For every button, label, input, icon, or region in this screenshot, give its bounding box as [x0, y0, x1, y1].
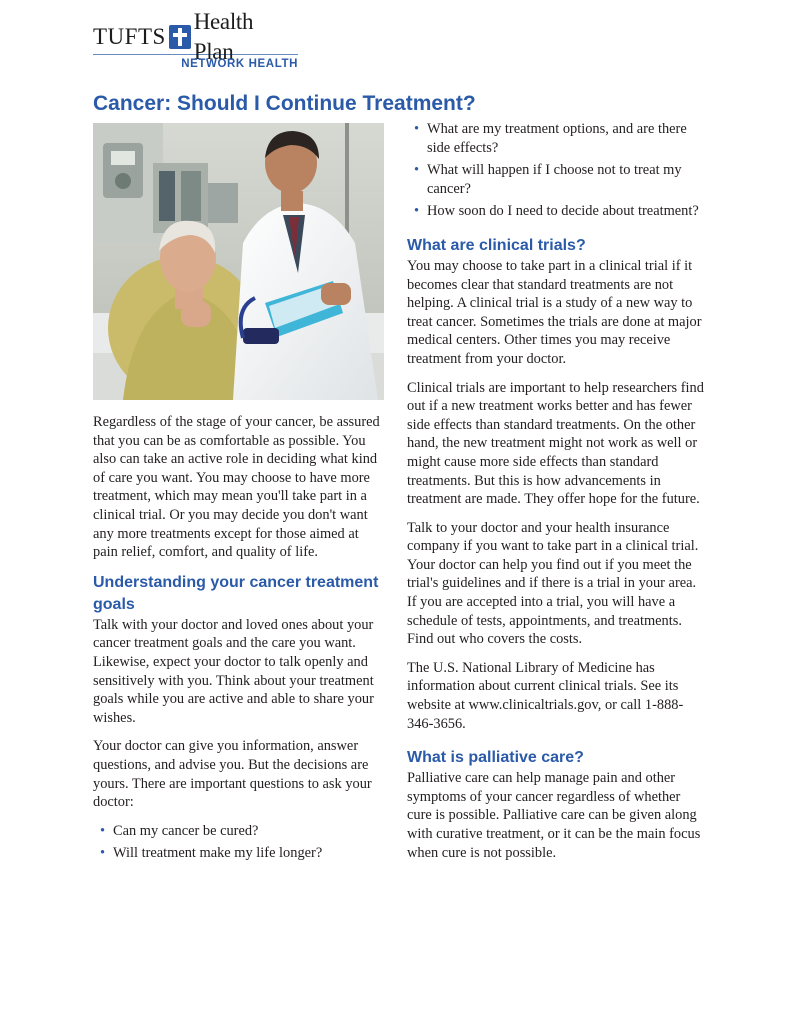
logo-brand-right: Health Plan — [193, 9, 254, 64]
trials-paragraph-1: You may choose to take part in a clinical trial if it becomes clear that standard treatments are not helping. A clinical trial is a study of a new way to treat cancer. Sometimes the trials are done at major medical centers. Other times you may receive treatment from your doctor. — [407, 257, 702, 367]
page-title: Cancer: Should I Continue Treatment? — [93, 92, 476, 115]
palliative-paragraph: Palliative care can help manage pain and other symptoms of your cancer regardless of whether cure is possible. Palliative care can be given along with curative treatment, or it can be the main focus when cure is not possible. — [407, 770, 701, 861]
list-item: • Will treatment make my life longer? — [93, 844, 387, 863]
goals-paragraph-1: Talk with your doctor and loved ones about your cancer treatment goals and the care you want. Likewise, expect your doctor to talk openly and sensitively with you. Think about your treatment goals while you are active and able to share your wishes. — [93, 616, 374, 726]
doctor-patient-photo — [93, 123, 384, 400]
palliative-heading: What is palliative care? — [407, 749, 584, 767]
list-item: • Can my cancer be cured? — [93, 822, 387, 841]
doctor-questions-list-1 — [93, 822, 387, 863]
list-item: • How soon do I need to decide about treatment? — [407, 202, 707, 221]
goals-paragraph-2: Your doctor can give you information, answer questions, and advise you. But the decisions are yours. There are important questions to ask your doctor: — [93, 738, 372, 811]
clinical-trials-heading: What are clinical trials? — [407, 236, 586, 254]
tufts-health-plan-logo — [93, 9, 298, 70]
list-item: • What will happen if I choose not to treat my cancer? — [407, 161, 707, 198]
trials-paragraph-4: The U.S. National Library of Medicine has information about current clinical trials. See its website at www.clinicaltrials.gov, or call 1-888-346-3656. — [407, 659, 684, 732]
goals-heading: Understanding your cancer treatment goals — [93, 573, 379, 613]
trials-paragraph-2: Clinical trials are important to help researchers find out if a new treatment works better and has fewer side effects than standard treatments. On the other hand, the new treatment might not work as well or might cause more side effects than standard treatments. But this is how advancements in treatment are made. They offer hope for the future. — [407, 379, 704, 508]
logo-subtitle: NETWORK HEALTH — [181, 58, 298, 70]
left-column — [93, 413, 387, 867]
trials-paragraph-3: Talk to your doctor and your health insurance company if you want to take part in a clinical trial. Your doctor can help you find out if you meet the trial's guidelines and if there is a trial in your area. If you are accepted into a trial, you will have a schedule of tests, appointments, and treatments. Find out who covers the costs. — [407, 519, 699, 648]
cross-icon — [169, 25, 191, 49]
doctor-patient-illustration — [93, 123, 384, 400]
right-column — [407, 120, 707, 872]
logo-brand-left: TUFTS — [93, 24, 166, 49]
intro-paragraph: Regardless of the stage of your cancer, be assured that you can be as comfortable as possible. You also can take an active role in deciding what kind of care you want. You may choose to have more treatment, which may mean you'll take part in a clinical trial. Or you may decide you don't want any more treatments except for those aimed at pain relief, comfort, and quality of life. — [93, 414, 380, 561]
doctor-questions-list-2 — [407, 120, 707, 221]
list-item: • What are my treatment options, and are there side effects? — [407, 120, 707, 157]
